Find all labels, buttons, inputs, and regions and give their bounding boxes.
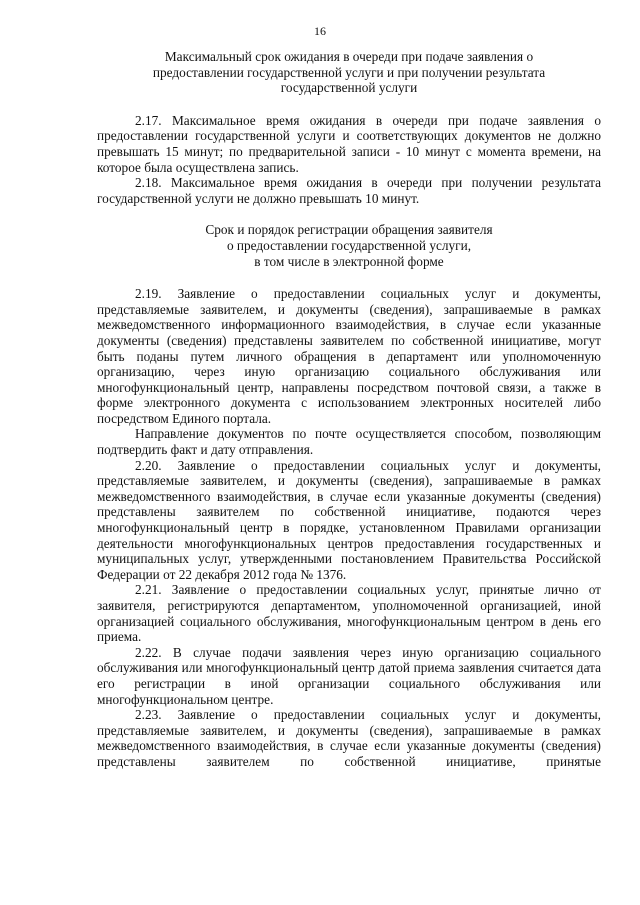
section-heading-queue-time <box>97 49 601 96</box>
paragraph-2-21: 2.21. Заявление о предоставлении социальных услуг, принятые лично от заявителя, регистрируются департаментом, уполномоченной организацией, иной организацией социального обслуживания, многофункциональным центром в день его приема. <box>97 582 601 645</box>
heading-line: о предоставлении государственной услуги, <box>226 237 472 253</box>
paragraph-2-22: 2.22. В случае подачи заявления через иную организацию социального обслуживания или многофункциональный центр датой приема заявления считается дата его регистрации в иной организации социального обслуживания или многофункциональном центре. <box>97 644 601 707</box>
document-body <box>97 49 601 770</box>
paragraph-2-17: 2.17. Максимальное время ожидания в очереди при подаче заявления о предоставлении государственной услуги и соответствующих документов не должно превышать 15 минут; по предварительной записи - 10 минут с момента времени, на которое была осуществлена запись. <box>97 112 601 175</box>
section-heading-registration <box>97 222 601 269</box>
paragraph-2-23: 2.23. Заявление о предоставлении социальных услуг и документы, представляемые заявителем, и документы (сведения), запрашиваемые в рамках межведомственного взаимодействия, в случае если указанные документы (сведения) представлены заявителем по собственной инициативе, принятые <box>97 707 601 769</box>
heading-line: Срок и порядок регистрации обращения заявителя <box>205 222 493 238</box>
paragraph-2-18: 2.18. Максимальное время ожидания в очереди при получении результата государственной услуги не должно превышать 10 минут. <box>97 175 601 206</box>
heading-line: предоставлении государственной услуги и при получении результата <box>152 64 546 80</box>
paragraph-2-19: 2.19. Заявление о предоставлении социальных услуг и документы, представляемые заявителем, и документы (сведения), запрашиваемые в рамках межведомственного информационного взаимодействия, в случае если указанные документы (сведения) представлены заявителем по собственной инициативе, могут быть поданы путем личного обращения в департамент или уполномоченную организацию, через иную организацию социального обслуживания или многофункциональный центр, направлены посредством почтовой связи, а также в форме электронного документа с использованием электронных носителей либо посредством Единого портала. <box>97 286 601 426</box>
heading-line: в том числе в электронной форме <box>254 253 444 269</box>
heading-line: государственной услуги <box>280 80 418 96</box>
page-number: 16 <box>314 24 326 38</box>
paragraph-mail-delivery: Направление документов по почте осуществляется способом, позволяющим подтвердить факт и дату отправления. <box>97 426 601 458</box>
heading-line: Максимальный срок ожидания в очереди при подаче заявления о <box>164 49 534 64</box>
paragraph-2-20: 2.20. Заявление о предоставлении социальных услуг и документы, представляемые заявителем, и документы (сведения), запрашиваемые в рамках межведомственного взаимодействия, в случае если указанные документы (сведения) представлены заявителем по собственной инициативе, подаются через многофункциональный центр в порядке, установленном Правилами организации деятельности многофункциональных центров предоставления государственных и муниципальных услуг, утвержденными постановлением Правительства Российской Федерации от 22 декабря 2012 года № 1376. <box>97 457 601 582</box>
